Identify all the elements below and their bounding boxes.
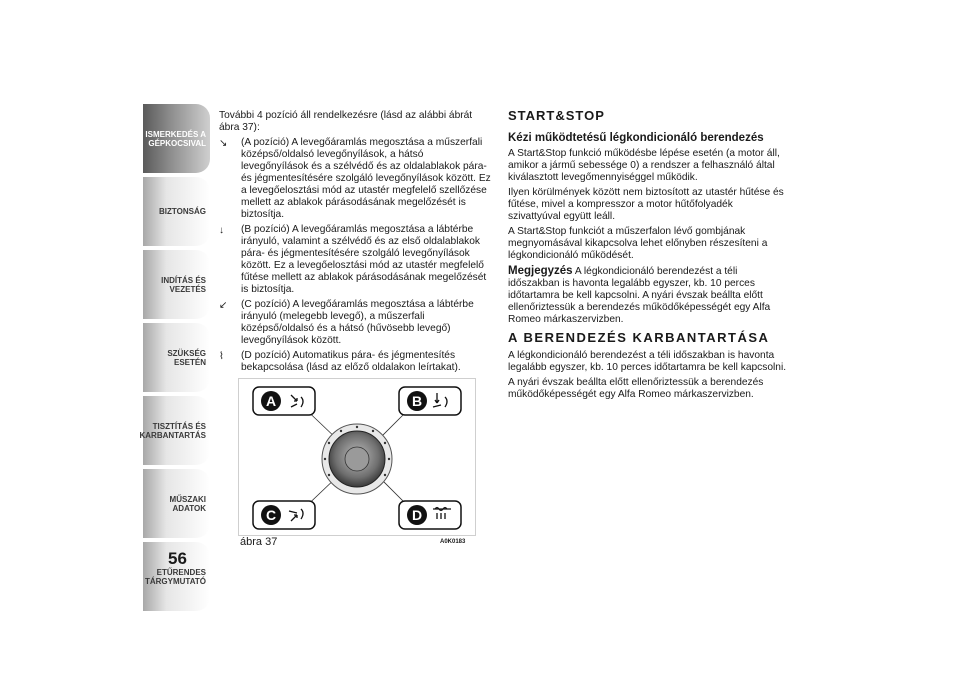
label-c: C (265, 507, 277, 523)
mode-text: (A pozíció) A levegőáramlás megosztása a műszerfali középső/oldalsó levegőnyílások, a hátsó levegőnyílások és a szélvédő és az oldalablakok pára- és jégmentesítésére szolgáló levegőnyílások között. Ez a levegőelosztási mód az utastér megfelelő szellőzése mellett az ablakok párásodásának megelőzését is biztosítja. (241, 137, 491, 220)
mode-text: (C pozíció) A levegőáramlás megosztása a lábtérbe irányuló (melegebb levegő), a műszerfali középső/oldalsó és a hátsó (hűvösebb levegő) levegőnyílások között. (241, 299, 474, 346)
tab-tisztitas[interactable] (139, 396, 210, 465)
tab-label-line2: GÉPKOCSIVAL (148, 138, 206, 148)
figure-caption: ábra 37 (240, 536, 278, 548)
mode-a (219, 137, 491, 221)
tab-label-line1: ISMERKEDÉS A (145, 129, 206, 139)
tab-label: SZÜKSÉG ESETÉN (167, 348, 206, 367)
tab-muszaki[interactable] (143, 469, 210, 538)
tab-ismerkedes[interactable] (143, 104, 210, 173)
tab-inditas[interactable] (143, 250, 210, 319)
tab-label: INDÍTÁS ÉS VEZETÉS (161, 275, 206, 294)
tab-label: BIZTONSÁG (159, 207, 206, 216)
paragraph: A Start&Stop funkciót a műszerfalon lévő gombjának megnyomásával kikapcsolva lehet előnyben részesíteni a légkondicionáló működését. (508, 226, 768, 261)
mode-text: (B pozíció) A levegőáramlás megosztása a lábtérbe irányuló, valamint a szélvédő és az első oldalablakok pára- és jégmentesítésére szolgáló levegőnyílások között. Ez a levegőelosztási mód az utastér megfelelő fűtése mellett az ablakok párásodásának megelőzését is biztosítja. (241, 224, 487, 295)
label-b: B (411, 393, 423, 409)
paragraph: Ilyen körülmények között nem biztosított az utastér hűtése és fűtése, mivel a kompresszor a motor hűtőfolyadék szivattyúval együtt leáll. (508, 187, 784, 222)
section-heading-start-stop: START&STOP (508, 108, 605, 123)
tab-label-line1: ETŰRENDES (156, 567, 206, 577)
mode-b (219, 224, 491, 296)
tab-label-line1: TISZTÍTÁS ÉS (152, 421, 206, 431)
page-number: 56 (168, 549, 187, 568)
chapter-sidebar (139, 104, 210, 615)
label-d: D (411, 507, 423, 523)
note-text: A légkondicionáló berendezést a téli időszakban is havonta legalább egyszer, kb. 10 perces időtartamra be kell kapcsolni. A nyári évszak beállta előtt ellenőriztessük a berendezés működőképességét egy Alfa Romeo márkaszervizben. (508, 266, 771, 325)
defrost-icon: ⌇ (219, 351, 224, 362)
paragraph: A nyári évszak beállta előtt ellenőriztessük a berendezés működőképességét egy Alfa Romeo márkaszervizben. (508, 377, 764, 400)
subheading-manual-ac: Kézi működtetésű légkondicionáló berendezés (508, 132, 764, 144)
figure-37 (238, 378, 476, 536)
tab-label: MŰSZAKI ADATOK (169, 494, 206, 513)
note-label: Megjegyzés (508, 265, 573, 277)
tab-label-line2: TÁRGYMUTATÓ (144, 576, 206, 586)
label-a: A (265, 393, 277, 409)
paragraph: A Start&Stop funkció működésbe lépése esetén (a motor áll, amikor a jármű sebessége 0) a rendszer a felhasználó által kiválasztott levegőmennyiséggel működik. (508, 148, 780, 183)
note-paragraph (508, 265, 788, 326)
mode-text: (D pozíció) Automatikus pára- és jégmentesítés bekapcsolása (lásd az előző oldalakon leírtakat). (241, 350, 461, 373)
intro-text: További 4 pozíció áll rendelkezésre (lásd az alábbi ábrát ábra 37): (219, 110, 473, 133)
figure-code: A0K0183 (440, 539, 466, 545)
tab-szukseg[interactable] (143, 323, 210, 392)
section-heading-maintenance: A BERENDEZÉS KARBANTARTÁSA (508, 330, 770, 345)
paragraph: A légkondicionáló berendezést a téli időszakban is havonta legalább egyszer, kb. 10 perces időtartamra be kell kapcsolni. (508, 350, 787, 373)
tab-biztonsag[interactable] (143, 177, 210, 246)
airflow-a-icon: ↘ (219, 138, 228, 149)
climate-knob-diagram (239, 379, 475, 535)
tab-label-line2: KARBANTARTÁS (139, 430, 206, 440)
mode-c (219, 299, 491, 347)
mode-d (219, 350, 491, 374)
right-column (508, 110, 788, 404)
airflow-b-icon: ↓ (219, 225, 224, 236)
airflow-c-icon: ↙ (219, 300, 228, 311)
left-column (219, 110, 491, 377)
